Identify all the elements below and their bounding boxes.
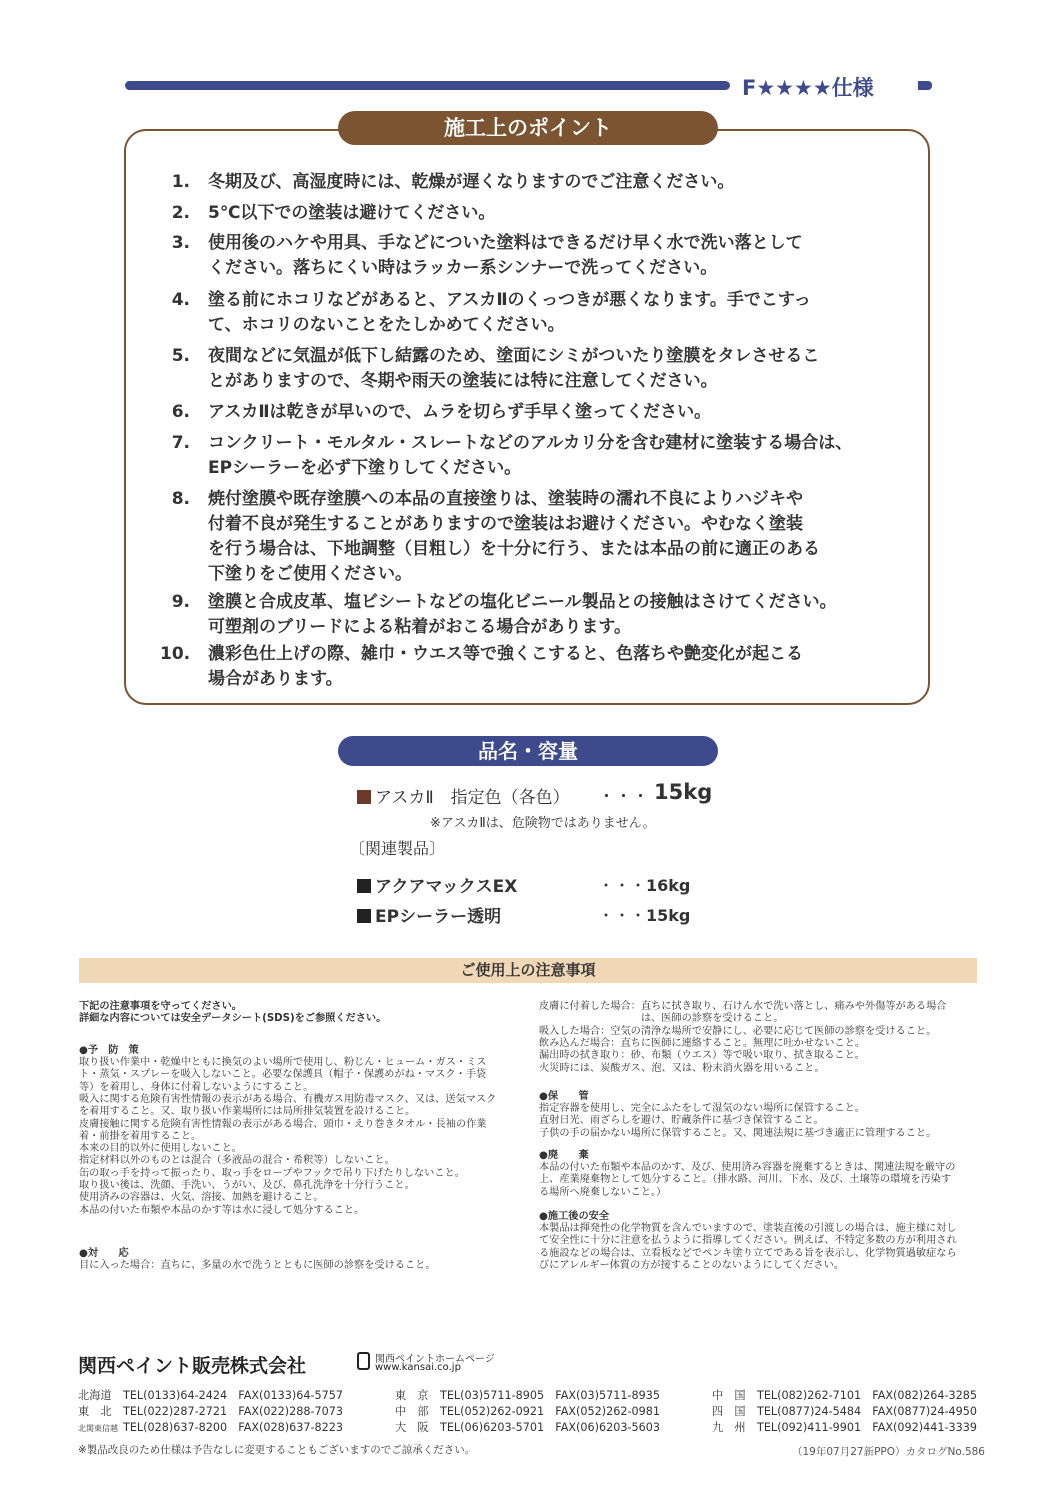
branch-region: 中 部 bbox=[395, 1405, 429, 1418]
caution-text: 皮膚に付着した場合：直ちに拭き取り、石けん水で洗い落とし、痛みや外傷等がある場合 bbox=[539, 1001, 947, 1012]
points-title: 施工上のポイント bbox=[338, 111, 718, 145]
point-text-line: 付着不良が発生することがありますので塗装はお避けください。やむなく塗装 bbox=[208, 514, 803, 534]
branch-tel: TEL(03)5711-8905 bbox=[440, 1389, 556, 1402]
point-item bbox=[160, 201, 900, 226]
caution-heading: ●保 管 bbox=[539, 1091, 589, 1102]
branch-contact bbox=[395, 1403, 660, 1419]
square-bullet-icon bbox=[357, 909, 371, 923]
caution-text: 取り扱い後は、洗顔、手洗い、うがい、及び、鼻孔洗浄を十分行うこと。 bbox=[79, 1180, 415, 1191]
branch-fax: FAX(092)441-3339 bbox=[872, 1421, 977, 1434]
point-text-line: アスカⅡは乾きが早いので、ムラを切らず手早く塗ってください。 bbox=[208, 402, 712, 422]
branch-contact bbox=[395, 1387, 660, 1403]
related-product-name: アクアマックスEX bbox=[375, 877, 518, 897]
caution-text: は、医師の診察を受けること。 bbox=[539, 1013, 784, 1025]
point-number: 9. bbox=[171, 592, 190, 612]
point-text-line: て、ホコリのないことをたしかめてください。 bbox=[208, 315, 565, 335]
branch-tel: TEL(028)637-8200 bbox=[123, 1421, 239, 1434]
branch-fax: FAX(082)264-3285 bbox=[872, 1389, 977, 1402]
caution-text: る場所へ廃棄しないこと。） bbox=[539, 1186, 667, 1198]
branch-region: 大 阪 bbox=[395, 1421, 429, 1434]
caution-text: 飲み込んだ場合：直ちに医師に連絡すること。無理に吐かせないこと。 bbox=[539, 1037, 865, 1049]
point-text-line: EPシーラーを必ず下塗りしてください。 bbox=[208, 458, 522, 478]
main-product-name: アスカⅡ 指定色（各色） bbox=[375, 788, 570, 808]
point-text-line: 5℃以下での塗装は避けてください。 bbox=[208, 203, 496, 223]
point-text-line: とがありますので、冬期や雨天の塗装には特に注意してください。 bbox=[208, 371, 718, 391]
point-text-line: 下塗りをご使用ください。 bbox=[208, 564, 412, 584]
branch-tel: TEL(082)262-7101 bbox=[757, 1389, 873, 1402]
branch-fax: FAX(028)637-8223 bbox=[238, 1421, 343, 1434]
branch-contact bbox=[78, 1403, 343, 1419]
point-item bbox=[160, 590, 900, 640]
branch-contact bbox=[395, 1419, 660, 1435]
point-text-line: 濃彩色仕上げの際、雑巾・ウエス等で強くこすると、色落ちや艶変化が起こる bbox=[208, 644, 803, 664]
company-name: 関西ペイント販売株式会社 bbox=[78, 1355, 307, 1377]
point-item bbox=[160, 487, 900, 587]
phone-icon bbox=[357, 1352, 370, 1370]
point-text-line: 塗る前にホコリなどがあると、アスカⅡのくっつきが悪くなります。手でこすっ bbox=[208, 290, 811, 310]
point-text-line: 夜間などに気温が低下し結露のため、塗面にシミがついたり塗膜をタレさせるこ bbox=[208, 346, 820, 366]
point-item bbox=[160, 400, 900, 425]
related-products-label: 〔関連製品〕 bbox=[349, 839, 446, 858]
branch-contact bbox=[712, 1419, 977, 1435]
header-rule-tail bbox=[918, 81, 932, 90]
point-number: 1. bbox=[171, 172, 190, 192]
caution-title: ご使用上の注意事項 bbox=[79, 958, 977, 983]
branch-fax: FAX(022)288-7073 bbox=[238, 1405, 343, 1418]
related-product-dots: ・・・16kg bbox=[598, 876, 691, 895]
branch-fax: FAX(0133)64-5757 bbox=[238, 1389, 343, 1402]
point-number: 4. bbox=[171, 290, 190, 310]
square-bullet-icon bbox=[357, 790, 371, 804]
caution-text: る施設などの場合は、立看板などでペンキ塗り立てである旨を表示し、化学物質過敏症なら bbox=[539, 1247, 957, 1259]
caution-text: 上、産業廃棄物として処分すること。（排水路、河川、下水、及び、土壌等の環境を汚染す bbox=[539, 1174, 952, 1186]
main-product-note: ※アスカⅡは、危険物ではありません。 bbox=[430, 816, 656, 831]
point-number: 6. bbox=[171, 402, 190, 422]
caution-text: 指定容器を使用し、完全にふたをして湿気のない場所に保管すること。 bbox=[539, 1103, 865, 1114]
branch-contact bbox=[78, 1419, 343, 1435]
caution-heading: ●予 防 策 bbox=[79, 1045, 139, 1056]
caution-text: 吸入した場合：空気の清浄な場所で安静にし、必要に応じて医師の診察を受けること。 bbox=[539, 1025, 937, 1037]
caution-text: 本来の目的以外に使用しないこと。 bbox=[79, 1143, 242, 1155]
point-item bbox=[160, 288, 900, 338]
products-title: 品名・容量 bbox=[338, 736, 718, 766]
branch-region: 北関東信越 bbox=[78, 1424, 118, 1433]
related-product-aquamax bbox=[357, 872, 517, 897]
catalog-number: （19年07月27新PPO）カタログNo.586 bbox=[792, 1446, 985, 1458]
caution-heading: ●対 応 bbox=[79, 1248, 129, 1259]
related-product-dots: ・・・15kg bbox=[598, 906, 691, 925]
caution-text: 漏出時の拭き取り：砂、布類（ウエス）等で吸い取り、拭き取ること。 bbox=[539, 1050, 865, 1062]
caution-text: 子供の手の届かない場所に保管すること。又、関連法規に基づき適正に管理すること。 bbox=[539, 1127, 937, 1139]
branch-region: 北海道 bbox=[78, 1389, 112, 1402]
related-product-ep-sealer bbox=[357, 902, 501, 927]
caution-intro: 詳細な内容については安全データシート(SDS)をご参照ください。 bbox=[79, 1013, 387, 1025]
branch-fax: FAX(0877)24-4950 bbox=[872, 1405, 977, 1418]
branch-tel: TEL(092)411-9901 bbox=[757, 1421, 873, 1434]
caution-text: 缶の取っ手を持って振ったり、取っ手をロープやフックで吊り下げたりしないこと。 bbox=[79, 1167, 465, 1179]
branch-tel: TEL(06)6203-5701 bbox=[440, 1421, 556, 1434]
caution-text: を着用すること。又、取り扱い作業場所には局所排気装置を設けること。 bbox=[79, 1106, 416, 1118]
caution-text: 取り扱い作業中・乾燥中ともに換気のよい場所で使用し、粉じん・ヒューム・ガス・ミス bbox=[79, 1057, 487, 1068]
caution-intro: 下記の注意事項を守ってください。 bbox=[79, 1001, 242, 1012]
point-item bbox=[160, 231, 900, 281]
caution-text: 火災時には、炭酸ガス、泡、又は、粉末消火器を用いること。 bbox=[539, 1062, 825, 1074]
caution-text: 目に入った場合：直ちに、多量の水で洗うとともに医師の診察を受けること。 bbox=[79, 1260, 436, 1271]
point-item bbox=[160, 642, 900, 692]
point-text-line: 場合があります。 bbox=[208, 669, 343, 689]
main-product-dots: ・・・ bbox=[598, 787, 649, 807]
point-text-line: 可塑剤のブリードによる粘着がおこる場合があります。 bbox=[208, 617, 631, 637]
branch-tel: TEL(0133)64-2424 bbox=[123, 1389, 239, 1402]
point-text-line: 冬期及び、高湿度時には、乾燥が遅くなりますのでご注意ください。 bbox=[208, 172, 735, 192]
point-text-line: 使用後のハケや用具、手などについた塗料はできるだけ早く水で洗い落として bbox=[208, 233, 803, 253]
branch-region: 東 北 bbox=[78, 1405, 112, 1418]
caution-text: 着・前掛を着用すること。 bbox=[79, 1130, 202, 1142]
branch-region: 九 州 bbox=[712, 1421, 746, 1434]
point-text-line: を行う場合は、下地調整（目粗し）を十分に行う、または本品の前に適正のある bbox=[208, 539, 820, 559]
caution-heading: ●施工後の安全 bbox=[539, 1211, 610, 1222]
branch-region: 東 京 bbox=[395, 1389, 429, 1402]
caution-text: て安全性に十分に注意を払うように指導してください。例えば、不特定多数の方が利用され bbox=[539, 1235, 957, 1247]
point-text-line: コンクリート・モルタル・スレートなどのアルカリ分を含む建材に塗装する場合は、 bbox=[208, 433, 853, 453]
point-number: 8. bbox=[171, 489, 190, 509]
caution-text: 吸入に関する危険有害性情報の表示がある場合、有機ガス用防毒マスク、又は、送気マスク bbox=[79, 1093, 497, 1105]
branch-fax: FAX(03)5711-8935 bbox=[555, 1389, 660, 1402]
caution-text: 指定材料以外のものとは混合（多液品の混合・希釈等）しないこと。 bbox=[79, 1155, 395, 1167]
caution-text: ト・蒸気・スプレーを吸入しないこと。必要な保護具（帽子・保護めがね・マスク・手袋 bbox=[79, 1069, 487, 1081]
branch-tel: TEL(052)262-0921 bbox=[440, 1405, 556, 1418]
caution-text: 使用済みの容器は、火気、溶接、加熱を避けること。 bbox=[79, 1192, 324, 1204]
branch-contact bbox=[78, 1387, 343, 1403]
main-product bbox=[357, 783, 570, 808]
branch-fax: FAX(052)262-0981 bbox=[555, 1405, 660, 1418]
main-product-qty: 15kg bbox=[654, 780, 713, 804]
homepage-url[interactable]: www.kansai.co.jp bbox=[375, 1362, 461, 1373]
point-text-line: ください。落ちにくい時はラッカー系シンナーで洗ってください。 bbox=[208, 258, 718, 278]
related-product-name: EPシーラー透明 bbox=[375, 907, 502, 927]
square-bullet-icon bbox=[357, 879, 371, 893]
caution-heading: ●廃 棄 bbox=[539, 1150, 589, 1161]
change-note: ※製品改良のため仕様は予告なしに変更することもございますのでご諒承ください。 bbox=[78, 1444, 476, 1456]
branch-region: 四 国 bbox=[712, 1405, 746, 1418]
homepage-label: 関西ペイントホームページ bbox=[375, 1354, 495, 1365]
branch-tel: TEL(022)287-2721 bbox=[123, 1405, 239, 1418]
point-number: 3. bbox=[171, 233, 190, 253]
branch-region: 中 国 bbox=[712, 1389, 746, 1402]
point-item bbox=[160, 170, 900, 195]
branch-fax: FAX(06)6203-5603 bbox=[555, 1421, 660, 1434]
caution-text: 等）を着用し、身体に付着しないようにすること。 bbox=[79, 1081, 314, 1093]
point-number: 7. bbox=[171, 433, 190, 453]
point-item bbox=[160, 344, 900, 394]
caution-text: 本品の付いた布類や本品のかす、及び、使用済み容器を廃棄するときは、関連法規を厳守の bbox=[539, 1162, 956, 1173]
point-text-line: 焼付塗膜や既存塗膜への本品の直接塗りは、塗装時の濡れ不良によりハジキや bbox=[208, 489, 803, 509]
caution-text: 皮膚接触に関する危険有害性情報の表示がある場合、頭巾・えり巻きタオル・長袖の作業 bbox=[79, 1118, 487, 1130]
caution-text: びにアレルギー体質の方が接することのないようにしてください。 bbox=[539, 1259, 844, 1271]
point-text-line: 塗膜と合成皮革、塩ビシートなどの塩化ビニール製品との接触はさけてください。 bbox=[208, 592, 837, 612]
caution-text: 本品の付いた布類や本品のかす等は水に浸して処分すること。 bbox=[79, 1204, 365, 1216]
point-item bbox=[160, 431, 900, 481]
branch-contact bbox=[712, 1387, 977, 1403]
caution-text: 直射日光、雨ざらしを避け、貯蔵条件に基づき保管すること。 bbox=[539, 1115, 824, 1127]
branch-contact bbox=[712, 1403, 977, 1419]
point-number: 2. bbox=[171, 203, 190, 223]
spec-label: F★★★★仕様 bbox=[742, 76, 874, 100]
point-number: 10. bbox=[160, 644, 191, 664]
header-rule bbox=[125, 81, 730, 90]
point-number: 5. bbox=[171, 346, 190, 366]
branch-tel: TEL(0877)24-5484 bbox=[757, 1405, 873, 1418]
caution-text: 本製品は揮発性の化学物質を含んでいますので、塗装直後の引渡しの場合は、施主様に対し bbox=[539, 1223, 957, 1234]
